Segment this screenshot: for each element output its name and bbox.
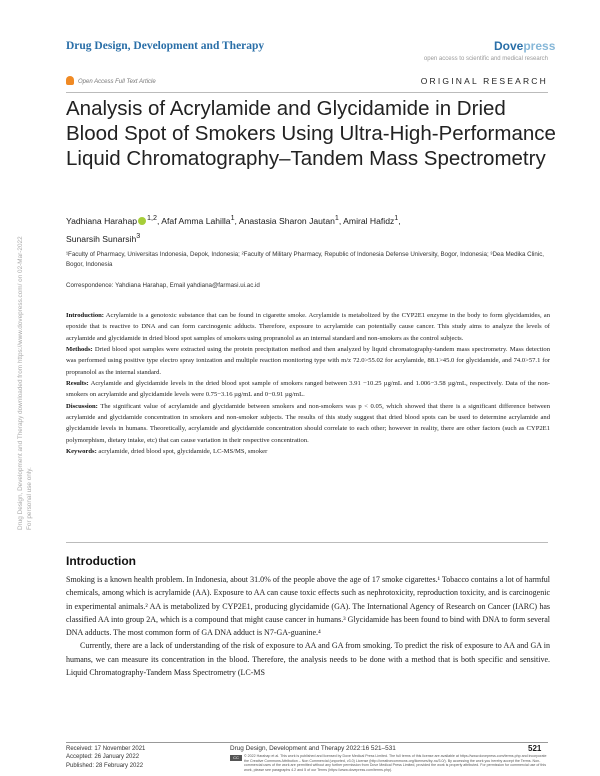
abstract-discussion [66,401,550,446]
author-affil-sup: 1 [230,214,235,222]
open-access-label [66,76,156,85]
dovepress-tagline: open access to scientific and medical research [423,56,548,62]
introduction-paragraph: Smoking is a known health problem. In Indonesia, about 31.0% of the people above the age of 17 smoke cigarettes.¹ Tobacco contains a lot of harmful chemicals, among which is acrylamide (AA). Exposure to AA can cause toxic effects such as nephrotoxicity, reproduction toxicity, and is carcinogenic in experimental animals.² AA is metabolized by CYP2E1, producing glycidamide (GA). The International Agency of Research on Cancer (IARC) has classified AA into group 2A, which is a compound that might cause cancer in humans.³ Glycidamide has been found to bind with DNA to form several DNA adducts. The most common form of GA DNA adduct is N7-GA-guanine.⁴ [66,575,550,638]
introduction-paragraph: Currently, there are a lack of understanding of the risk of exposure to AA and GA from smoking. To predict the risk of exposure to AA and GA in humans, we can measure its concentration in the blood. Therefore, the analysis needs to be done with a method that is both specific and sensitive. Liquid Chromatography-Tandem Mass Spectrometry (LC-MS [66,641,550,678]
author-name[interactable]: Yadhiana Harahap [66,215,138,226]
header-divider [66,92,548,93]
side-download-line: Drug Design, Development and Therapy downloaded from https://www.dovepress.com/ on 02-Mar-2022 [17,236,24,530]
published-date: Published: 28 February 2022 [66,762,144,769]
abstract-label: Discussion: [66,402,98,410]
author-affil-sup: 1 [334,214,339,222]
dovepress-logo-press: press [523,39,556,53]
abstract-label: Results: [66,380,89,388]
footer-divider [66,742,548,743]
author-name[interactable]: Sunarsih Sunarsih [66,233,137,244]
author-separator: , [398,215,401,226]
author-affil-sup: 3 [136,231,141,240]
author-name[interactable]: , Afaf Amma Lahilla [157,215,231,226]
side-download-note [16,150,52,530]
abstract-text: Dried blood spot samples were extracted using the protein precipitation method and then analyzed by liquid chromatography-tandem mass spectrometry. Mass detection was performed using positive type electro spray ionization and multiple reaction monitoring type with m/z 72.0>55.02 for acrylamide, 88.1>45.0 for glycidamide, and 74.0>57.1 for propranolol as the internal standard. [66,346,550,376]
license-text: © 2022 Harahap et al. This work is published and licensed by Dove Medical Press Limited. The full terms of this license are available at https://www.dovepress.com/terms.php and incorporate the Creative Commons Attribution – Non Commercial (unported, v3.0) License (http://creativecommons.org/licenses/by-nc/3.0/). By accessing the work you hereby accept the Terms. Non-commercial uses of the work are permitted without any further permission from Dove Medical Press Limited, provided the work is properly attributed. For permission for commercial use of this work, please see paragraphs 4.2 and 5 of our Terms (https://www.dovepress.com/terms.php). [244,754,547,772]
abstract-text: The significant value of acrylamide and glycidamide between smokers and non-smokers was p < 0.05, which showed that there is a significant difference between acrylamide and glycidamide concentration in smokers and non-smoker subjects. The results of this study suggest that dried blood spots can be used to determine acrylamide and glycidamide levels in humans. Theoretically, acrylamide and glycidamide concentration should correlate to each other; however in reality, there are other factors (such as CYP2E1 polymorphism, dietary intake, etc) that can cause variation in their respective concentration. [66,402,550,444]
author-list [66,211,550,247]
received-date: Received: 17 November 2021 [66,746,146,752]
open-access-icon [66,76,74,85]
abstract-introduction [66,310,550,344]
affiliations: ¹Faculty of Pharmacy, Universitas Indonesia, Depok, Indonesia; ²Faculty of Military Pharmacy, Republic of Indonesia Defense University, Bogor, Indonesia; ³Dea Medika Clinic, Bogor, Indonesia [66,251,545,268]
abstract-text: acrylamide, dried blood spot, glycidamide, LC-MS/MS, smoker [96,448,268,456]
cc-license-badge[interactable]: CC BY NC [230,755,242,761]
footer-citation: Drug Design, Development and Therapy 2022:16 521–531 [230,745,396,752]
accepted-date: Accepted: 26 January 2022 [66,754,140,761]
abstract-label: Keywords: [66,448,97,456]
introduction-heading: Introduction [66,554,136,568]
article-type: ORIGINAL RESEARCH [420,76,548,86]
introduction-body [66,573,550,679]
abstract-text: Acrylamide and glycidamide levels in the dried blood spot sample of smokers ranged between 3.91 −10.25 µg/mL and 1.006−3.58 µg/mL, respectively. Data of the non-smokers on acrylamide and glycidamide levels were 0.75−3.16 µg/mL and 0−0.91 µg/mL. [66,380,550,399]
abstract-divider [66,542,548,543]
abstract [66,310,550,457]
abstract-label: Methods: [66,346,93,354]
author-name[interactable]: , Anastasia Sharon Jautan [234,215,335,226]
abstract-label: Introduction: [66,312,104,319]
abstract-keywords [66,446,550,457]
dovepress-logo-dove: Dove [494,39,524,53]
article-title: Analysis of Acrylamide and Glycidamide in Dried Blood Spot of Smokers Using Ultra-High-Performance Liquid Chromatography–Tandem Mass Spectrometry [66,97,556,170]
author-name[interactable]: , Amiral Hafidz [338,215,395,226]
abstract-methods [66,344,550,378]
author-affil-sup: 1 [394,214,399,222]
dovepress-logo[interactable] [494,39,555,53]
article-dates [66,745,145,770]
author-affil-sup: 1,2 [147,214,157,222]
journal-name[interactable]: Drug Design, Development and Therapy [66,40,265,52]
orcid-icon[interactable] [138,217,146,225]
abstract-text: Acrylamide is a genotoxic substance that can be found in cigarette smoke. Acrylamide is metabolized by the CYP2E1 enzyme in the body to form glycidamides, an epoxide that is reactive to DNA and can form carcinogenic adducts. Therefore, exposure to acrylamide can potentially cause cancer. This study aims to analyze the levels of acrylamide and glycidamide in dried blood spot samples of smokers using propranolol as an internal standard and non-smokers as the control subjects. [66,312,550,342]
abstract-results [66,378,550,401]
side-personal-use-line: For personal use only. [26,467,33,530]
correspondence: Correspondence: Yahdiana Harahap, Email yahdiana@farmasi.ui.ac.id [66,282,260,289]
page-number: 521 [528,744,542,753]
open-access-text: Open Access Full Text Article [78,79,156,85]
